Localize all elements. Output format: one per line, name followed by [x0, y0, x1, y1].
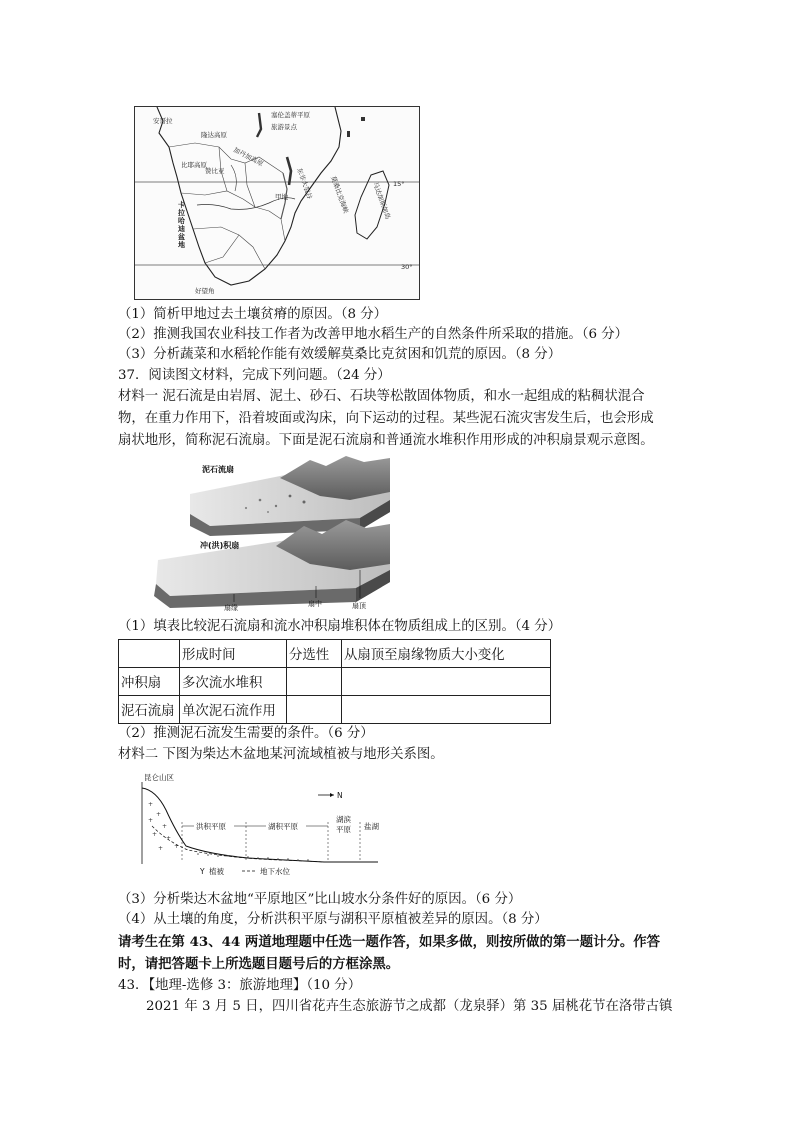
svg-text:+: +: [156, 811, 162, 818]
question-43-header: 43．【地理-选修 3：旅游地理】（10 分）: [118, 978, 362, 993]
question-37-3: （3）分析柴达木盆地“平原地区”比山坡水分条件好的原因。（6 分）: [118, 892, 522, 907]
map-label-fort: 旅游景点: [271, 123, 297, 131]
svg-text:+: +: [162, 823, 168, 830]
svg-text:+: +: [148, 817, 154, 824]
table-cell: 多次流水堆积: [180, 668, 287, 696]
table-header-cell: [119, 640, 180, 668]
alluvial-plain-label: 洪积平原: [196, 822, 226, 831]
svg-text:+: +: [148, 801, 154, 808]
lakeside-plain-label-1: 湖滨: [336, 815, 351, 824]
svg-text:+: +: [166, 835, 172, 842]
table-cell: [287, 668, 342, 696]
table-cell: [342, 696, 551, 724]
material-1-line-2: 物，在重力作用下，沿着坡面或沟床，向下运动的过程。某些泥石流灾害发生后，也会形成: [118, 411, 654, 426]
kunlun-label: 昆仑山区: [144, 773, 174, 782]
notice-line-2: 时，请把答题卡上所选题目题号后的方框涂黑。: [118, 956, 400, 972]
comparison-table: [118, 639, 551, 724]
table-header-cell: 分选性: [287, 640, 342, 668]
map-label-zambia: 赞比亚: [205, 167, 225, 175]
svg-text:+: +: [158, 845, 164, 852]
map-label-capetown: 好望角: [195, 287, 215, 295]
svg-text:+: +: [152, 831, 158, 838]
question-37-2: （2）推测泥石流发生需要的条件。（6 分）: [118, 726, 374, 741]
table-row: [119, 668, 551, 696]
map-label-lat15: 15°: [393, 180, 405, 188]
lake-plain-label: 湖积平原: [268, 822, 298, 831]
fan-edge-label: 扇缘: [224, 604, 238, 612]
material-2: 材料二 下图为柴达木盆地某河流域植被与地形关系图。: [118, 747, 444, 762]
vegetation-terrain-profile: [138, 770, 382, 876]
question-36-2: （2）推测我国农业科技工作者为改善甲地水稻生产的自然条件所采取的措施。（6 分）: [118, 327, 629, 342]
africa-map: [134, 106, 420, 300]
material-1-line-3: 扇状地形，简称泥石流扇。下面是泥石流扇和普通流水堆积作用形成的冲积扇景观示意图。: [118, 433, 654, 448]
question-43-line-1: 2021 年 3 月 5 日，四川省花卉生态旅游节之成都（龙泉驿）第 35 届桃花节在洛带古镇: [146, 999, 673, 1014]
north-label: N: [337, 791, 343, 800]
table-header-row: [119, 640, 551, 668]
table-header-cell: 从扇顶至扇缘物质大小变化: [342, 640, 551, 668]
fan-landscape-figure: [150, 452, 400, 614]
legend-veg-icon: Y: [200, 867, 205, 876]
table-header-cell: 形成时间: [180, 640, 287, 668]
svg-text:+: +: [174, 843, 180, 850]
salt-lake-label: 盐湖: [364, 822, 379, 831]
alluvial-fan-label: 冲(洪)积扇: [200, 541, 240, 550]
legend-veg-label: 植被: [209, 867, 224, 876]
map-label-jia: 甲地: [275, 193, 288, 201]
map-label-catanga: 加丹加高原: [232, 145, 265, 169]
map-label-bie-plateau: 隆达高原: [201, 131, 227, 139]
lakeside-plain-label-2: 平原: [336, 825, 351, 834]
fan-top-label: 扇顶: [352, 602, 366, 610]
map-label-mozambique-coast: 莫桑比克海峡: [329, 174, 350, 215]
question-36-1: （1）简析甲地过去土壤贫瘠的原因。（8 分）: [118, 307, 388, 322]
question-37-header: 37．阅读图文材料，完成下列问题。（24 分）: [118, 368, 391, 383]
map-label-lat30: 30°: [401, 263, 413, 271]
fan-middle-label: 扇中: [308, 600, 322, 608]
table-cell: 冲积扇: [119, 668, 180, 696]
table-cell: 单次泥石流作用: [180, 696, 287, 724]
legend-water-label: 地下水位: [260, 867, 290, 876]
debris-fan-label: 泥石流扇: [202, 465, 234, 474]
table-row: [119, 696, 551, 724]
map-label-kalahari-plateau: 比耶高原: [181, 161, 207, 169]
map-label-east-rift: 东非大裂谷: [295, 166, 314, 201]
map-label-angola: 安哥拉: [153, 117, 173, 125]
question-37-1: （1）填表比较泥石流扇和流水冲积扇堆积体在物质组成上的区别。（4 分）: [118, 619, 562, 634]
map-label-madagascar: 马达加斯加岛: [371, 180, 392, 221]
question-37-4: （4）从土壤的角度，分析洪积平原与湖积平原植被差异的原因。（8 分）: [118, 912, 548, 927]
table-cell: [287, 696, 342, 724]
notice-line-1: 请考生在第 43、44 两道地理题中任选一题作答，如果多做，则按所做的第一题计分。作答: [118, 934, 661, 950]
map-label-serengeti: 塞伦盖蒂平原: [271, 111, 310, 119]
material-1-line-1: 材料一 泥石流是由岩屑、泥土、砂石、石块等松散固体物质，和水一起组成的粘稠状混合: [118, 389, 645, 404]
table-cell: [342, 668, 551, 696]
table-cell: 泥石流扇: [119, 696, 180, 724]
question-36-3: （3）分析蔬菜和水稻轮作能有效缓解莫桑比克贫困和饥荒的原因。（8 分）: [118, 347, 562, 362]
map-label-kalahari: 卡拉哈迪盆地: [178, 201, 185, 249]
